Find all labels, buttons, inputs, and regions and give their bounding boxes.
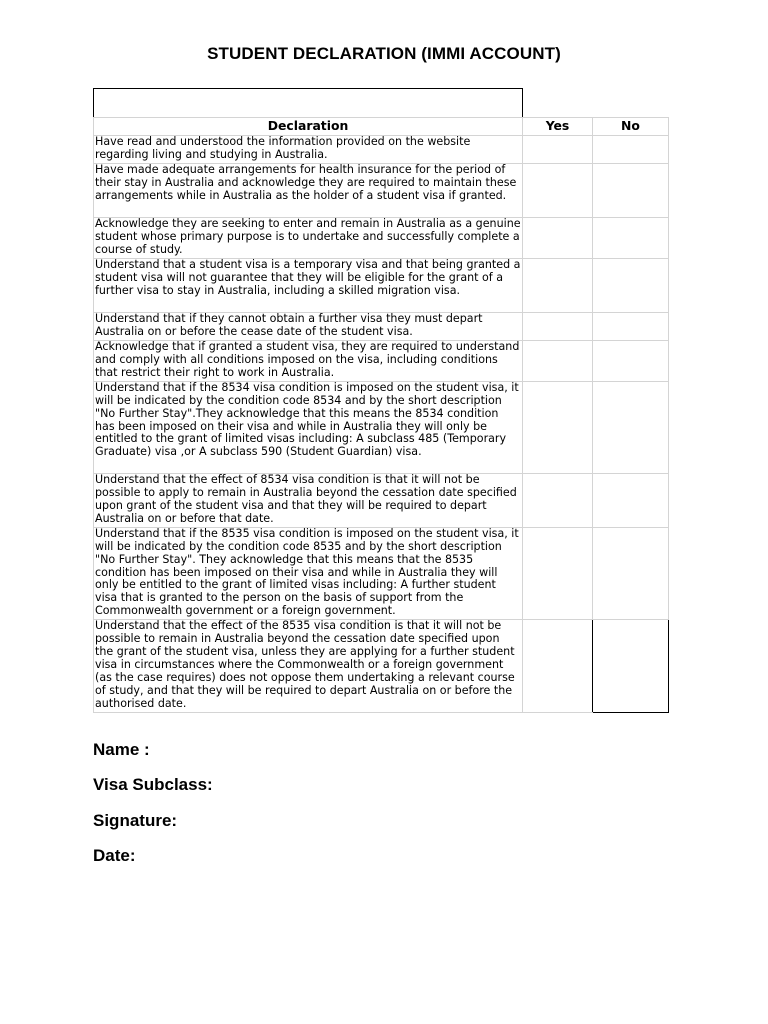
blank-header-box [93,88,523,117]
declaration-text: Have read and understood the information provided on the website regarding living and studying in Australia. [94,136,523,164]
table-row [94,312,669,340]
no-cell[interactable] [593,340,669,381]
yes-cell[interactable] [523,163,593,217]
name-field-label: Name : [93,740,150,759]
visa-subclass-field-label: Visa Subclass: [93,775,213,794]
yes-cell[interactable] [523,527,593,619]
yes-cell[interactable] [523,473,593,527]
yes-cell[interactable] [523,340,593,381]
declaration-table [93,117,669,713]
header-yes: Yes [523,118,593,136]
no-cell[interactable] [593,217,669,258]
no-cell[interactable] [593,163,669,217]
declaration-text: Acknowledge that if granted a student visa, they are required to understand and comply with all conditions imposed on the visa, including conditions that restrict their right to work in Australia. [94,340,523,381]
yes-cell[interactable] [523,312,593,340]
declaration-text: Understand that if they cannot obtain a further visa they must depart Australia on or before the cease date of the student visa. [94,312,523,340]
table-header-row [94,118,669,136]
table-row [94,340,669,381]
declaration-text: Acknowledge they are seeking to enter and remain in Australia as a genuine student whose primary purpose is to undertake and successfully complete a course of study. [94,217,523,258]
table-row [94,381,669,473]
no-cell[interactable] [593,312,669,340]
yes-cell[interactable] [523,258,593,312]
declaration-text: Understand that the effect of the 8535 visa condition is that it will not be possible to remain in Australia beyond the cessation date specified upon the grant of the student visa, unless they are applying for a further student visa in circumstances where the Commonwealth or a foreign government (as the case requires) does not oppose them undertaking a relevant course of study, and that they will be required to depart Australia on or before the authorised date. [94,620,523,712]
declaration-text: Understand that if the 8535 visa condition is imposed on the student visa, it will be indicated by the condition code 8535 and by the short description "No Further Stay". They acknowledge that this means that the 8535 condition has been imposed on their visa and while in Australia they will only be entitled to the grant of limited visas including: A further student visa that is granted to the person on the basis of support from the Commonwealth government or a foreign government. [94,527,523,619]
table-row [94,217,669,258]
header-declaration: Declaration [94,118,523,136]
table-row [94,527,669,619]
no-cell[interactable] [593,473,669,527]
table-row [94,136,669,164]
no-cell[interactable] [593,258,669,312]
signature-field-label: Signature: [93,811,178,830]
table-row [94,620,669,712]
declaration-text: Have made adequate arrangements for health insurance for the period of their stay in Australia and acknowledge they are required to maintain these arrangements while in Australia as the holder of a student visa if granted. [94,163,523,217]
declaration-text: Understand that a student visa is a temporary visa and that being granted a student visa will not guarantee that they will be eligible for the grant of a further visa to stay in Australia, including a skilled migration visa. [94,258,523,312]
yes-cell[interactable] [523,381,593,473]
table-row [94,163,669,217]
table-row [94,473,669,527]
no-cell[interactable] [593,381,669,473]
no-cell[interactable] [593,136,669,164]
declaration-text: Understand that if the 8534 visa condition is imposed on the student visa, it will be indicated by the condition code 8534 and by the short description "No Further Stay".They acknowledge that this means the 8534 condition has been imposed on their visa and while in Australia they will only be entitled to the grant of limited visas including: A subclass 485 (Temporary Graduate) visa ,or A subclass 590 (Student Guardian) visa. [94,381,523,473]
declaration-text: Understand that the effect of 8534 visa condition is that it will not be possible to apply to remain in Australia beyond the cessation date specified upon grant of the student visa and that they will be required to depart Australia on or before that date. [94,473,523,527]
page-title: STUDENT DECLARATION (IMMI ACCOUNT) [207,44,561,63]
yes-cell[interactable] [523,136,593,164]
table-row [94,258,669,312]
date-field-label: Date: [93,846,136,865]
no-cell[interactable] [593,527,669,619]
yes-cell[interactable] [523,217,593,258]
yes-cell[interactable] [523,620,593,712]
header-no: No [593,118,669,136]
no-cell[interactable] [593,620,669,712]
